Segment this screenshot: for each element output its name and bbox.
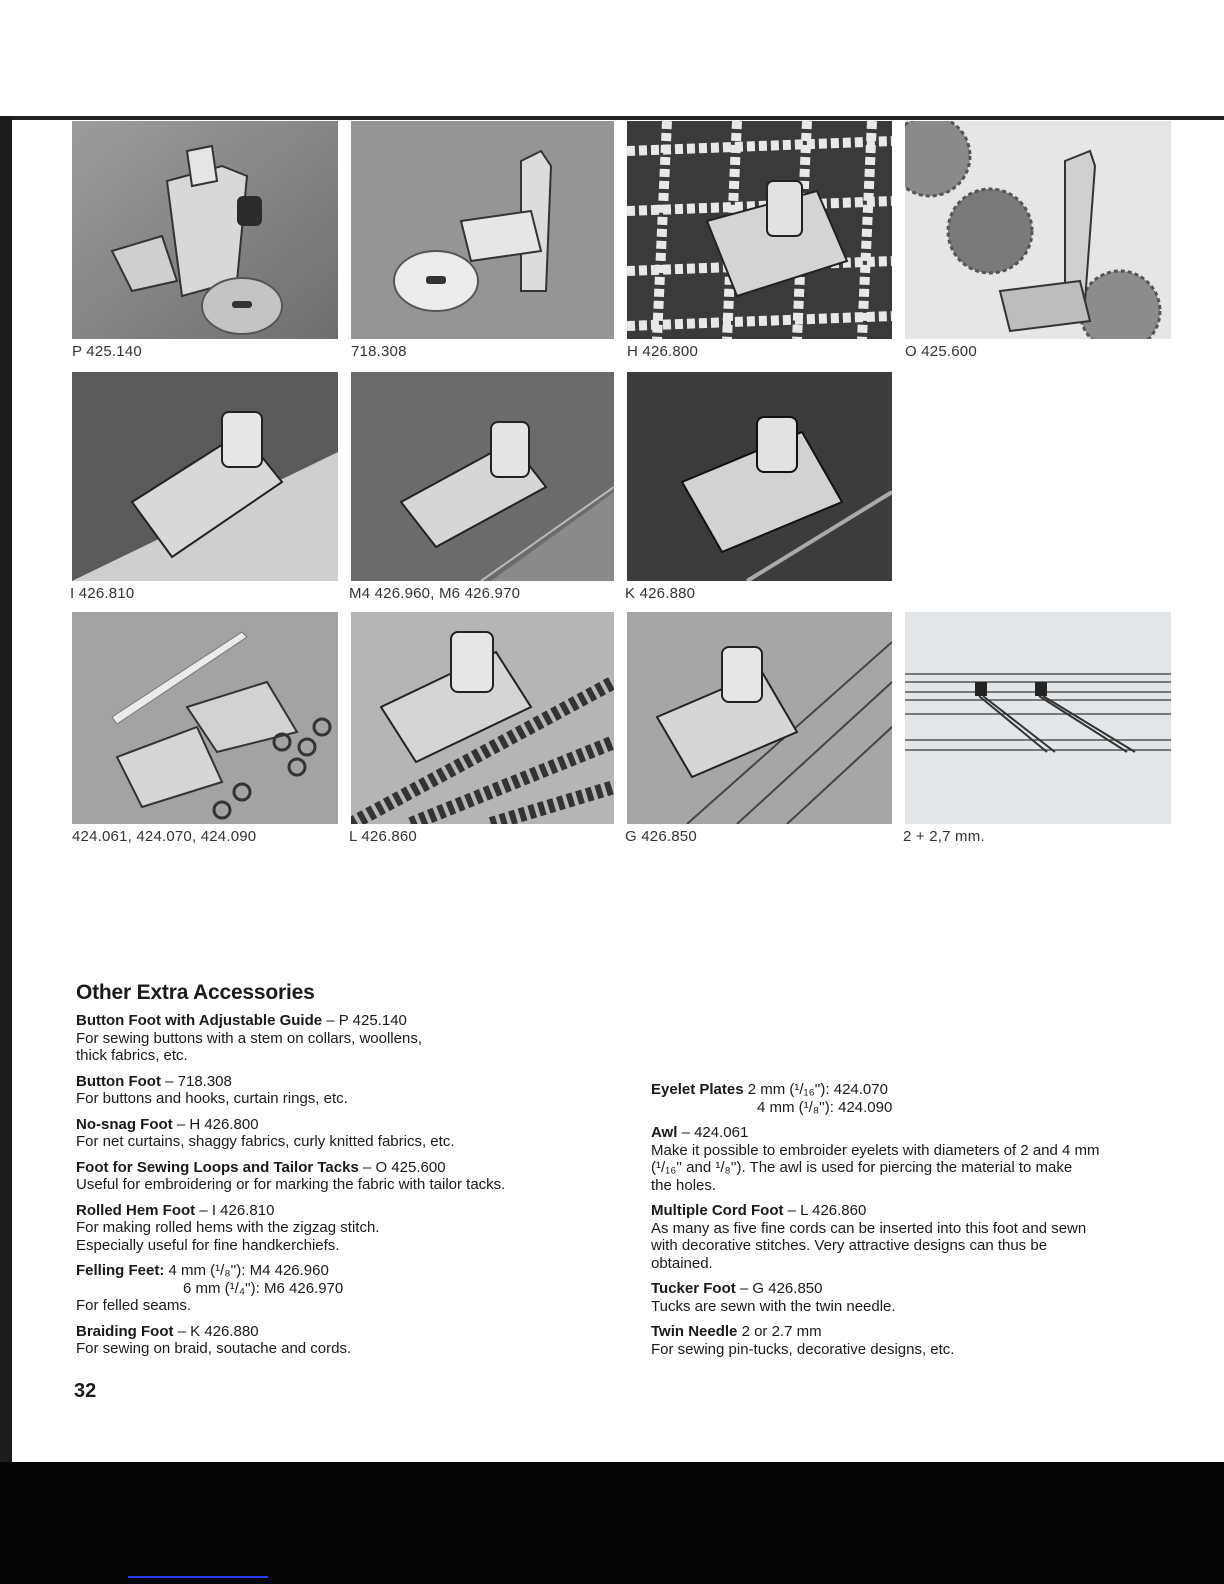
accessory-code: – I 426.810	[195, 1201, 275, 1219]
accessory-code: 4 mm (¹/₈''): 424.090	[757, 1098, 893, 1116]
accessory-name: Button Foot	[76, 1072, 161, 1090]
bottom-border	[0, 1462, 1224, 1584]
accessory-code: – P 425.140	[322, 1012, 407, 1029]
accessory-code: 2 or 2.7 mm	[737, 1323, 822, 1340]
accessory-desc: thick fabrics, etc.	[76, 1047, 188, 1064]
accessory-entry	[76, 1159, 616, 1194]
top-border	[0, 116, 1224, 120]
accessory-desc: obtained.	[651, 1254, 713, 1272]
accessory-desc: Make it possible to embroider eyelets with diameters of 2 and 4 mm	[651, 1141, 1100, 1159]
accessory-desc: For sewing pin-tucks, decorative designs, etc.	[651, 1340, 955, 1358]
photo-rolled-hem-foot	[72, 372, 338, 581]
accessory-name: Tucker Foot	[651, 1280, 736, 1297]
accessory-code: 2 mm (¹/₁₆''): 424.070	[743, 1081, 888, 1098]
top-margin	[0, 0, 1224, 118]
accessory-desc: For sewing buttons with a stem on collars, woollens,	[76, 1029, 422, 1047]
accessory-desc: Useful for embroidering or for marking the fabric with tailor tacks.	[76, 1176, 506, 1193]
accessory-entry	[76, 1073, 616, 1108]
accessory-desc: For sewing on braid, soutache and cords.	[76, 1340, 352, 1357]
accessory-name: Awl	[651, 1124, 678, 1141]
accessory-code: 6 mm (¹/₄''): M6 426.970	[183, 1279, 344, 1297]
photo-tucker-foot	[627, 612, 892, 824]
photo-caption: 2 + 2,7 mm.	[903, 828, 985, 845]
accessory-desc: Especially useful for fine handkerchiefs.	[76, 1236, 340, 1254]
accessory-desc: For felled seams.	[76, 1297, 192, 1314]
page-number: 32	[74, 1380, 97, 1402]
accessory-name: Eyelet Plates	[651, 1081, 744, 1098]
accessory-name: Foot for Sewing Loops and Tailor Tacks	[76, 1158, 359, 1176]
accessory-code: – O 425.600	[358, 1158, 446, 1176]
photo-caption: 718.308	[351, 343, 407, 360]
photo-felling-feet	[351, 372, 614, 581]
accessory-code: – L 426.860	[783, 1202, 867, 1219]
accessory-name: No-snag Foot	[76, 1115, 173, 1133]
accessory-desc: Tucks are sewn with the twin needle.	[651, 1297, 896, 1315]
page-edge-shadow	[0, 116, 12, 1466]
accessory-entry	[651, 1280, 1181, 1315]
accessory-code: – 718.308	[160, 1072, 232, 1090]
accessory-name: Rolled Hem Foot	[76, 1201, 196, 1219]
photo-button-foot	[351, 121, 614, 339]
accessory-name: Felling Feet:	[76, 1262, 165, 1279]
accessory-code: 4 mm (¹/₈''): M4 426.960	[164, 1262, 329, 1279]
photo-eyelet-plates-awl	[72, 612, 338, 824]
accessory-name: Multiple Cord Foot	[651, 1202, 784, 1219]
photo-caption: P 425.140	[72, 343, 142, 360]
right-column	[651, 1081, 1181, 1358]
accessory-entry	[76, 1012, 616, 1065]
photo-loop-tailor-tack-foot	[905, 121, 1171, 339]
photo-caption: H 426.800	[627, 343, 699, 360]
accessory-name: Braiding Foot	[76, 1322, 174, 1340]
accessory-entry-eyelet	[651, 1081, 1181, 1116]
accessory-desc: with decorative stitches. Very attractive designs can thus be	[651, 1237, 1048, 1254]
photo-caption: L 426.860	[349, 828, 417, 845]
accessory-entry	[76, 1323, 616, 1358]
photo-caption: O 425.600	[905, 343, 977, 360]
photo-braiding-foot	[627, 372, 892, 581]
accessory-entry-felling	[76, 1262, 616, 1315]
accessory-name: Twin Needle	[651, 1323, 738, 1340]
accessory-desc: For buttons and hooks, curtain rings, etc.	[76, 1090, 348, 1107]
photo-caption: G 426.850	[625, 828, 697, 845]
accessory-name: Button Foot with Adjustable Guide	[76, 1012, 323, 1029]
photo-caption: M4 426.960, M6 426.970	[349, 585, 521, 602]
accessory-desc: As many as five fine cords can be inserted into this foot and sewn	[651, 1219, 1087, 1237]
left-column	[76, 1012, 616, 1358]
accessory-desc: the holes.	[651, 1176, 717, 1194]
photo-twin-needle	[905, 612, 1171, 824]
accessory-code: – 424.061	[677, 1124, 749, 1141]
photo-multiple-cord-foot	[351, 612, 614, 824]
accessory-desc: For net curtains, shaggy fabrics, curly knitted fabrics, etc.	[76, 1133, 455, 1150]
accessory-entry	[651, 1323, 1181, 1358]
accessory-entry	[651, 1202, 1181, 1272]
accessory-code: – H 426.800	[172, 1115, 259, 1133]
accessory-desc: (¹/₁₆'' and ¹/₈''). The awl is used for piercing the material to make	[651, 1159, 1073, 1176]
photo-caption: I 426.810	[70, 585, 135, 602]
accessory-code: – G 426.850	[735, 1280, 823, 1297]
accessory-entry	[651, 1124, 1181, 1194]
photo-no-snag-foot	[627, 121, 892, 339]
accessory-desc: For making rolled hems with the zigzag stitch.	[76, 1219, 380, 1236]
accessory-entry	[76, 1116, 616, 1151]
bottom-underline	[128, 1576, 268, 1578]
accessory-code: – K 426.880	[173, 1322, 259, 1340]
photo-caption: K 426.880	[625, 585, 696, 602]
photo-caption: 424.061, 424.070, 424.090	[72, 828, 257, 845]
photo-button-foot-adjustable-guide	[72, 121, 338, 339]
accessory-entry	[76, 1202, 616, 1255]
section-title: Other Extra Accessories	[76, 981, 315, 1004]
